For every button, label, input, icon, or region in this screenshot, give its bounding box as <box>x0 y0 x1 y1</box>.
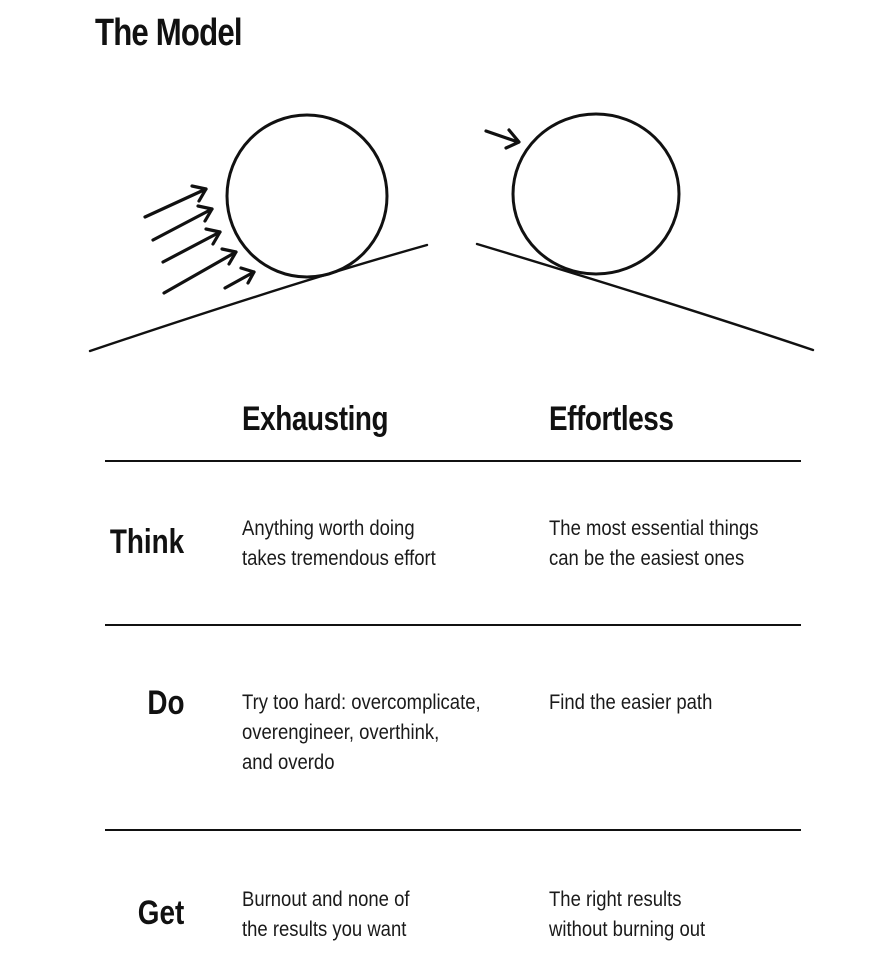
column-header-exhausting: Exhausting <box>242 400 389 438</box>
uphill-scene <box>90 115 427 351</box>
get-exhausting-text: Burnout and none of the results you want <box>242 888 410 941</box>
row-label-do: Do <box>147 684 185 722</box>
divider <box>105 460 801 462</box>
boulder-illustration <box>0 0 875 370</box>
nudge-arrow-icon <box>486 130 519 148</box>
push-arrows-icon <box>145 186 254 293</box>
divider <box>105 624 801 626</box>
uphill-boulder <box>227 115 387 277</box>
row-label-get: Get <box>137 894 185 932</box>
think-effortless-text: The most essential things can be the easiest ones <box>549 517 759 570</box>
page-title: The Model <box>95 12 242 54</box>
think-exhausting-text: Anything worth doing takes tremendous effort <box>242 517 436 570</box>
do-effortless-text: Find the easier path <box>549 691 713 714</box>
do-exhausting-text: Try too hard: overcomplicate, overengineer, overthink, and overdo <box>242 691 481 774</box>
downhill-scene <box>477 114 813 350</box>
row-label-think: Think <box>109 523 185 561</box>
downhill-boulder <box>513 114 679 274</box>
get-effortless-text: The right results without burning out <box>549 888 706 941</box>
column-header-effortless: Effortless <box>549 400 674 438</box>
divider <box>105 829 801 831</box>
